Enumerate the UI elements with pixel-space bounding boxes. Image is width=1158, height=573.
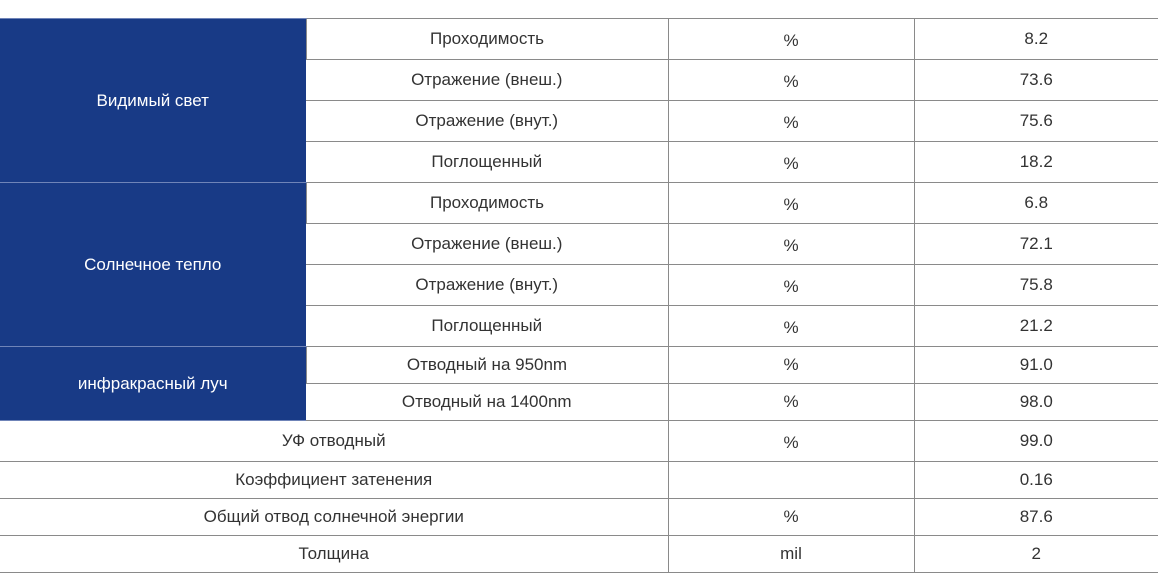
property-unit: %	[668, 384, 914, 421]
property-value: 6.8	[914, 183, 1158, 224]
property-value: 91.0	[914, 347, 1158, 384]
property-unit: %	[668, 183, 914, 224]
table-row	[0, 499, 1158, 536]
property-unit: mil	[668, 536, 914, 573]
property-name: Отводный на 1400nm	[306, 384, 668, 421]
property-name: Проходимость	[306, 183, 668, 224]
table-row	[0, 183, 1158, 224]
property-name: Толщина	[0, 536, 668, 573]
property-unit: %	[668, 306, 914, 347]
property-value: 98.0	[914, 384, 1158, 421]
property-unit: %	[668, 347, 914, 384]
property-unit: %	[668, 142, 914, 183]
property-unit: %	[668, 101, 914, 142]
property-name: Отражение (внут.)	[306, 101, 668, 142]
property-value: 18.2	[914, 142, 1158, 183]
property-name: Общий отвод солнечной энергии	[0, 499, 668, 536]
property-unit: %	[668, 265, 914, 306]
table-row	[0, 19, 1158, 60]
property-unit: %	[668, 421, 914, 462]
property-value: 87.6	[914, 499, 1158, 536]
property-value: 75.6	[914, 101, 1158, 142]
property-unit	[668, 462, 914, 499]
property-name: Поглощенный	[306, 306, 668, 347]
property-value: 75.8	[914, 265, 1158, 306]
property-value: 99.0	[914, 421, 1158, 462]
property-name: Коэффициент затенения	[0, 462, 668, 499]
property-value: 0.16	[914, 462, 1158, 499]
property-name: Отражение (внут.)	[306, 265, 668, 306]
property-value: 2	[914, 536, 1158, 573]
property-unit: %	[668, 60, 914, 101]
group-label-solar-heat: Солнечное тепло	[0, 183, 306, 347]
property-value: 72.1	[914, 224, 1158, 265]
table-row	[0, 462, 1158, 499]
property-unit: %	[668, 19, 914, 60]
property-unit: %	[668, 224, 914, 265]
table-row	[0, 421, 1158, 462]
property-name: Отражение (внеш.)	[306, 60, 668, 101]
group-label-visible-light: Видимый свет	[0, 19, 306, 183]
property-value: 8.2	[914, 19, 1158, 60]
property-name: Отводный на 950nm	[306, 347, 668, 384]
group-label-infrared: инфракрасный луч	[0, 347, 306, 421]
property-name: Проходимость	[306, 19, 668, 60]
property-name: УФ отводный	[0, 421, 668, 462]
table-row	[0, 536, 1158, 573]
table-row	[0, 347, 1158, 384]
property-value: 21.2	[914, 306, 1158, 347]
spec-table	[0, 18, 1158, 573]
property-value: 73.6	[914, 60, 1158, 101]
property-name: Поглощенный	[306, 142, 668, 183]
property-name: Отражение (внеш.)	[306, 224, 668, 265]
property-unit: %	[668, 499, 914, 536]
